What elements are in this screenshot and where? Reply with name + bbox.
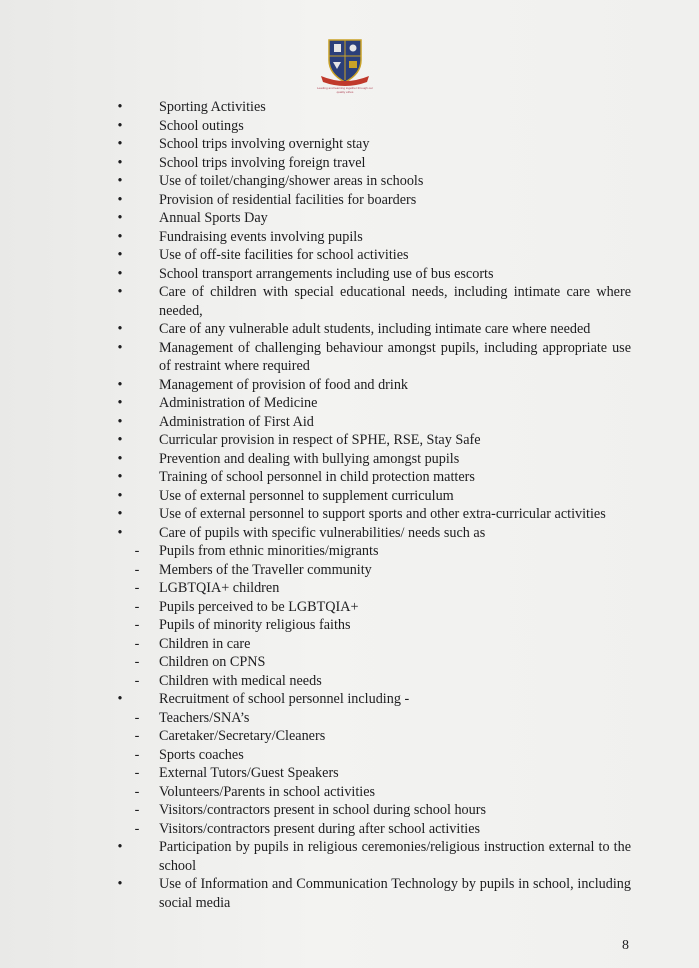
list-item-text: Use of toilet/changing/shower areas in schools: [159, 173, 424, 189]
sub-list-item: [0, 672, 699, 691]
list-item-text: School trips involving overnight stay: [159, 136, 370, 152]
bullet-marker: •: [117, 117, 123, 134]
dash-marker: -: [134, 783, 140, 800]
list-item-text: Care of any vulnerable adult students, including intimate care where needed: [159, 321, 591, 337]
list-item-text: Care of children with special educational needs, including intimate care where needed,: [159, 284, 631, 319]
bullet-marker: •: [117, 432, 123, 448]
sub-list-item: [0, 801, 699, 820]
bullet-marker: •: [117, 524, 123, 541]
dash-marker: -: [134, 746, 140, 763]
list-item: [0, 320, 699, 339]
dash-marker: -: [134, 561, 140, 578]
school-crest-icon: [319, 36, 371, 86]
dash-marker: -: [134, 580, 140, 596]
list-item-text: Children with medical needs: [159, 672, 322, 689]
bullet-marker: •: [117, 691, 123, 707]
list-item: [0, 690, 699, 709]
bullet-marker: •: [117, 395, 123, 411]
list-item: [0, 191, 699, 210]
bullet-marker: •: [117, 487, 123, 504]
list-item: [0, 283, 699, 320]
crest-motto: Leading and learning together through our quality ethos: [316, 86, 374, 94]
bullet-marker: •: [117, 265, 123, 282]
dash-marker: -: [134, 709, 140, 726]
dash-marker: -: [134, 820, 140, 837]
list-item: [0, 246, 699, 265]
list-item: [0, 172, 699, 191]
list-item: [0, 524, 699, 543]
bullet-marker: •: [117, 247, 123, 263]
list-item-text: Management of challenging behaviour amongst pupils, including appropriate use of restraint where required: [159, 339, 631, 374]
bullet-marker: •: [117, 99, 123, 115]
list-item-text: Annual Sports Day: [159, 210, 268, 226]
bullet-marker: •: [117, 154, 123, 171]
list-item-text: Pupils from ethnic minorities/migrants: [159, 543, 379, 559]
list-item-text: Use of external personnel to supplement curriculum: [159, 487, 454, 504]
list-item-text: Pupils of minority religious faiths: [159, 617, 351, 633]
list-item-text: Pupils perceived to be LGBTQIA+: [159, 598, 359, 615]
sub-list-item: [0, 746, 699, 765]
bullet-marker: •: [117, 506, 123, 522]
list-item-text: Volunteers/Parents in school activities: [159, 783, 376, 800]
bullet-marker: •: [117, 321, 123, 337]
bullet-marker: •: [117, 228, 123, 245]
list-item-text: Use of Information and Communication Technology by pupils in school, including social media: [159, 876, 631, 911]
list-item-text: Participation by pupils in religious ceremonies/religious instruction external to the school: [159, 839, 631, 874]
sub-list-item: [0, 561, 699, 580]
list-item: [0, 838, 699, 875]
list-item-text: Administration of First Aid: [159, 413, 314, 430]
dash-marker: -: [134, 728, 140, 744]
list-item: [0, 117, 699, 136]
bullet-marker: •: [117, 339, 123, 356]
list-item-text: External Tutors/Guest Speakers: [159, 765, 339, 781]
list-item-text: Use of off-site facilities for school activities: [159, 247, 409, 263]
list-item-text: Teachers/SNA’s: [159, 709, 250, 726]
list-item-text: School outings: [159, 117, 244, 134]
bullet-marker: •: [117, 191, 123, 208]
list-item: [0, 209, 699, 228]
activities-list: [0, 98, 699, 912]
list-item-text: Children on CPNS: [159, 654, 266, 670]
sub-list-item: [0, 727, 699, 746]
dash-marker: -: [134, 672, 140, 689]
list-item-text: Visitors/contractors present during after school activities: [159, 820, 481, 837]
list-item-text: Curricular provision in respect of SPHE, RSE, Stay Safe: [159, 432, 481, 448]
sub-list-item: [0, 616, 699, 635]
list-item-text: Provision of residential facilities for boarders: [159, 191, 417, 208]
list-item-text: Prevention and dealing with bullying amongst pupils: [159, 450, 460, 467]
dash-marker: -: [134, 635, 140, 652]
list-item-text: Members of the Traveller community: [159, 561, 372, 578]
list-item: [0, 265, 699, 284]
bullet-marker: •: [117, 469, 123, 485]
list-item: [0, 505, 699, 524]
list-item: [0, 339, 699, 376]
list-item-text: Administration of Medicine: [159, 395, 318, 411]
list-item-text: Use of external personnel to support sports and other extra-curricular activities: [159, 506, 606, 522]
bullet-marker: •: [117, 376, 123, 393]
page-number: 8: [622, 938, 629, 953]
sub-list-item: [0, 653, 699, 672]
list-item-text: Caretaker/Secretary/Cleaners: [159, 728, 326, 744]
list-item: [0, 413, 699, 432]
list-item-text: Training of school personnel in child protection matters: [159, 469, 475, 485]
dash-marker: -: [134, 654, 140, 670]
sub-list-item: [0, 542, 699, 561]
list-item: [0, 98, 699, 117]
list-item: [0, 487, 699, 506]
list-item: [0, 450, 699, 469]
dash-marker: -: [134, 802, 140, 818]
list-item: [0, 135, 699, 154]
list-item-text: Care of pupils with specific vulnerabilities/ needs such as: [159, 524, 486, 541]
bullet-marker: •: [117, 173, 123, 189]
dash-marker: -: [134, 617, 140, 633]
bullet-marker: •: [117, 839, 123, 855]
list-item-text: Children in care: [159, 635, 251, 652]
dash-marker: -: [134, 543, 140, 559]
list-item-text: School trips involving foreign travel: [159, 154, 366, 171]
list-item-text: Fundraising events involving pupils: [159, 228, 363, 245]
sub-list-item: [0, 579, 699, 598]
bullet-marker: •: [117, 210, 123, 226]
list-item: [0, 376, 699, 395]
list-item: [0, 228, 699, 247]
sub-list-item: [0, 764, 699, 783]
list-item-text: Visitors/contractors present in school during school hours: [159, 802, 486, 818]
sub-list-item: [0, 709, 699, 728]
sub-list-item: [0, 820, 699, 839]
sub-list-item: [0, 598, 699, 617]
bullet-marker: •: [117, 876, 123, 892]
dash-marker: -: [134, 598, 140, 615]
bullet-marker: •: [117, 284, 123, 300]
bullet-marker: •: [117, 413, 123, 430]
list-item-text: Recruitment of school personnel including -: [159, 691, 410, 707]
list-item: [0, 394, 699, 413]
dash-marker: -: [134, 765, 140, 781]
list-item-text: School transport arrangements including use of bus escorts: [159, 265, 494, 282]
list-item-text: Sports coaches: [159, 746, 244, 763]
list-item: [0, 875, 699, 912]
bullet-marker: •: [117, 450, 123, 467]
list-item-text: Sporting Activities: [159, 99, 266, 115]
sub-list-item: [0, 635, 699, 654]
list-item: [0, 154, 699, 173]
list-item-text: Management of provision of food and drink: [159, 376, 409, 393]
bullet-marker: •: [117, 136, 123, 152]
list-item: [0, 468, 699, 487]
list-item-text: LGBTQIA+ children: [159, 580, 280, 596]
sub-list-item: [0, 783, 699, 802]
list-item: [0, 431, 699, 450]
